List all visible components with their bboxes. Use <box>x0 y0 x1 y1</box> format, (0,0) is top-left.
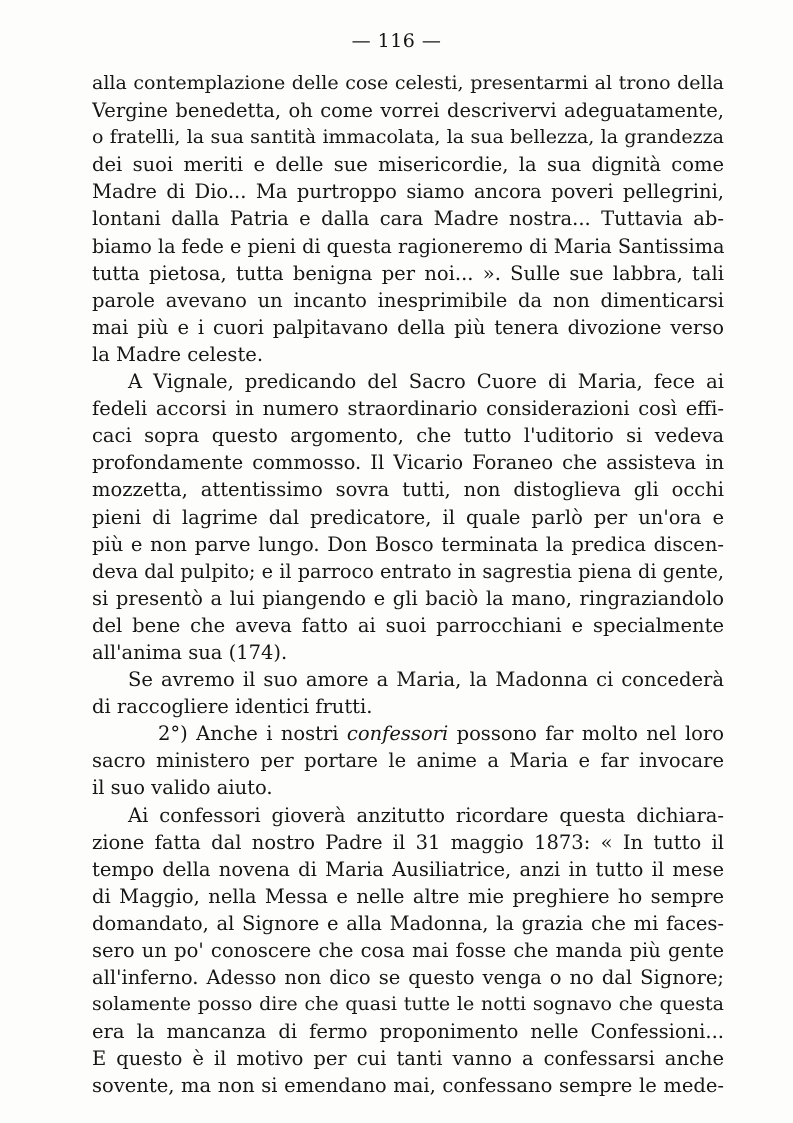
text-line: lontani dalla Patria e dalla cara Madre nostra... Tuttavia ab- <box>92 207 724 231</box>
text-line: dei suoi meriti e delle sue misericordie, la sua dignità come <box>92 153 724 177</box>
text-line: sacro ministero per portare le anime a Maria e far invocare <box>92 749 724 773</box>
text-line: fedeli accorsi in numero straordinario considerazioni così effi- <box>92 397 724 421</box>
text-line: di Maggio, nella Messa e nelle altre mie preghiere ho sempre <box>92 884 724 908</box>
item-number: 2°) <box>158 722 188 746</box>
numbered-item-line <box>92 720 724 747</box>
text-line: zione fatta dal nostro Padre il 31 maggio 1873: « In tutto il <box>92 830 724 854</box>
text-line: il suo valido aiuto. <box>92 776 273 800</box>
text-line: mozzetta, attentissimo sovra tutti, non distoglieva gli occhi <box>92 478 724 502</box>
paragraph-start-line: Se avremo il suo amore a Maria, la Madonna ci concederà <box>128 668 724 692</box>
text-line: Vergine benedetta, oh come vorrei descrivervi adeguatamente, <box>92 99 724 123</box>
text-line: del bene che aveva fatto ai suoi parrocchiani e specialmente <box>92 613 724 637</box>
item-text-before: Anche i nostri <box>187 722 347 746</box>
paragraph-start-line: A Vignale, predicando del Sacro Cuore di Maria, fece ai <box>128 370 724 394</box>
text-line: biamo la fede e pieni di questa ragioneremo di Maria Santissima <box>92 234 724 258</box>
text-line: era la mancanza di fermo proponimento nelle Confessioni... <box>92 1020 724 1044</box>
body-text <box>92 70 724 1100</box>
text-line: si presentò a lui piangendo e gli baciò la mano, ringraziandolo <box>92 586 724 610</box>
text-line: deva dal pulpito; e il parroco entrato in sagrestia piena di gente, <box>92 559 724 583</box>
text-line: parole avevano un incanto inesprimibile da non dimenticarsi <box>92 288 724 312</box>
text-line: più e non parve lungo. Don Bosco terminata la predica discen- <box>92 532 724 556</box>
text-line: sovente, ma non si emendano mai, confessano sempre le mede- <box>92 1074 724 1098</box>
text-line: di raccogliere identici frutti. <box>92 695 373 719</box>
text-line: tempo della novena di Maria Ausiliatrice, anzi in tutto il mese <box>92 857 724 881</box>
page-number: — 116 — <box>351 30 442 52</box>
text-line: pieni di lagrime dal predicatore, il quale parlò per un'ora e <box>92 505 724 529</box>
text-line: E questo è il motivo per cui tanti vanno a confessarsi anche <box>92 1047 724 1071</box>
item-emphasis: confessori <box>346 722 449 746</box>
item-text-after: possono far molto nel loro <box>448 722 724 746</box>
text-line: all'anima sua (174). <box>92 640 288 664</box>
text-line: la Madre celeste. <box>92 342 264 366</box>
text-line: caci sopra questo argomento, che tutto l'uditorio si vedeva <box>92 424 724 448</box>
text-line: Madre di Dio... Ma purtroppo siamo ancora poveri pellegrini, <box>92 180 724 204</box>
text-line: alla contemplazione delle cose celesti, presentarmi al trono della <box>92 72 724 94</box>
text-line: all'inferno. Adesso non dico se questo venga o no dal Signore; <box>92 966 724 990</box>
text-line: profondamente commosso. Il Vicario Foraneo che assisteva in <box>92 451 724 475</box>
text-line: sero un po' conoscere che cosa mai fosse che manda più gente <box>92 939 724 962</box>
text-line: o fratelli, la sua santità immacolata, la sua bellezza, la grandezza <box>92 126 724 149</box>
text-line: domandato, al Signore e alla Madonna, la grazia che mi faces- <box>92 911 724 935</box>
text-line: solamente posso dire che quasi tutte le notti sognavo che questa <box>92 993 724 1016</box>
text-line: tutta pietosa, tutta benigna per noi... ». Sulle sue labbra, tali <box>92 261 724 285</box>
text-line: mai più e i cuori palpitavano della più tenera divozione verso <box>92 315 724 339</box>
paragraph-start-line: Ai confessori gioverà anzitutto ricordare questa dichiara- <box>128 803 724 827</box>
